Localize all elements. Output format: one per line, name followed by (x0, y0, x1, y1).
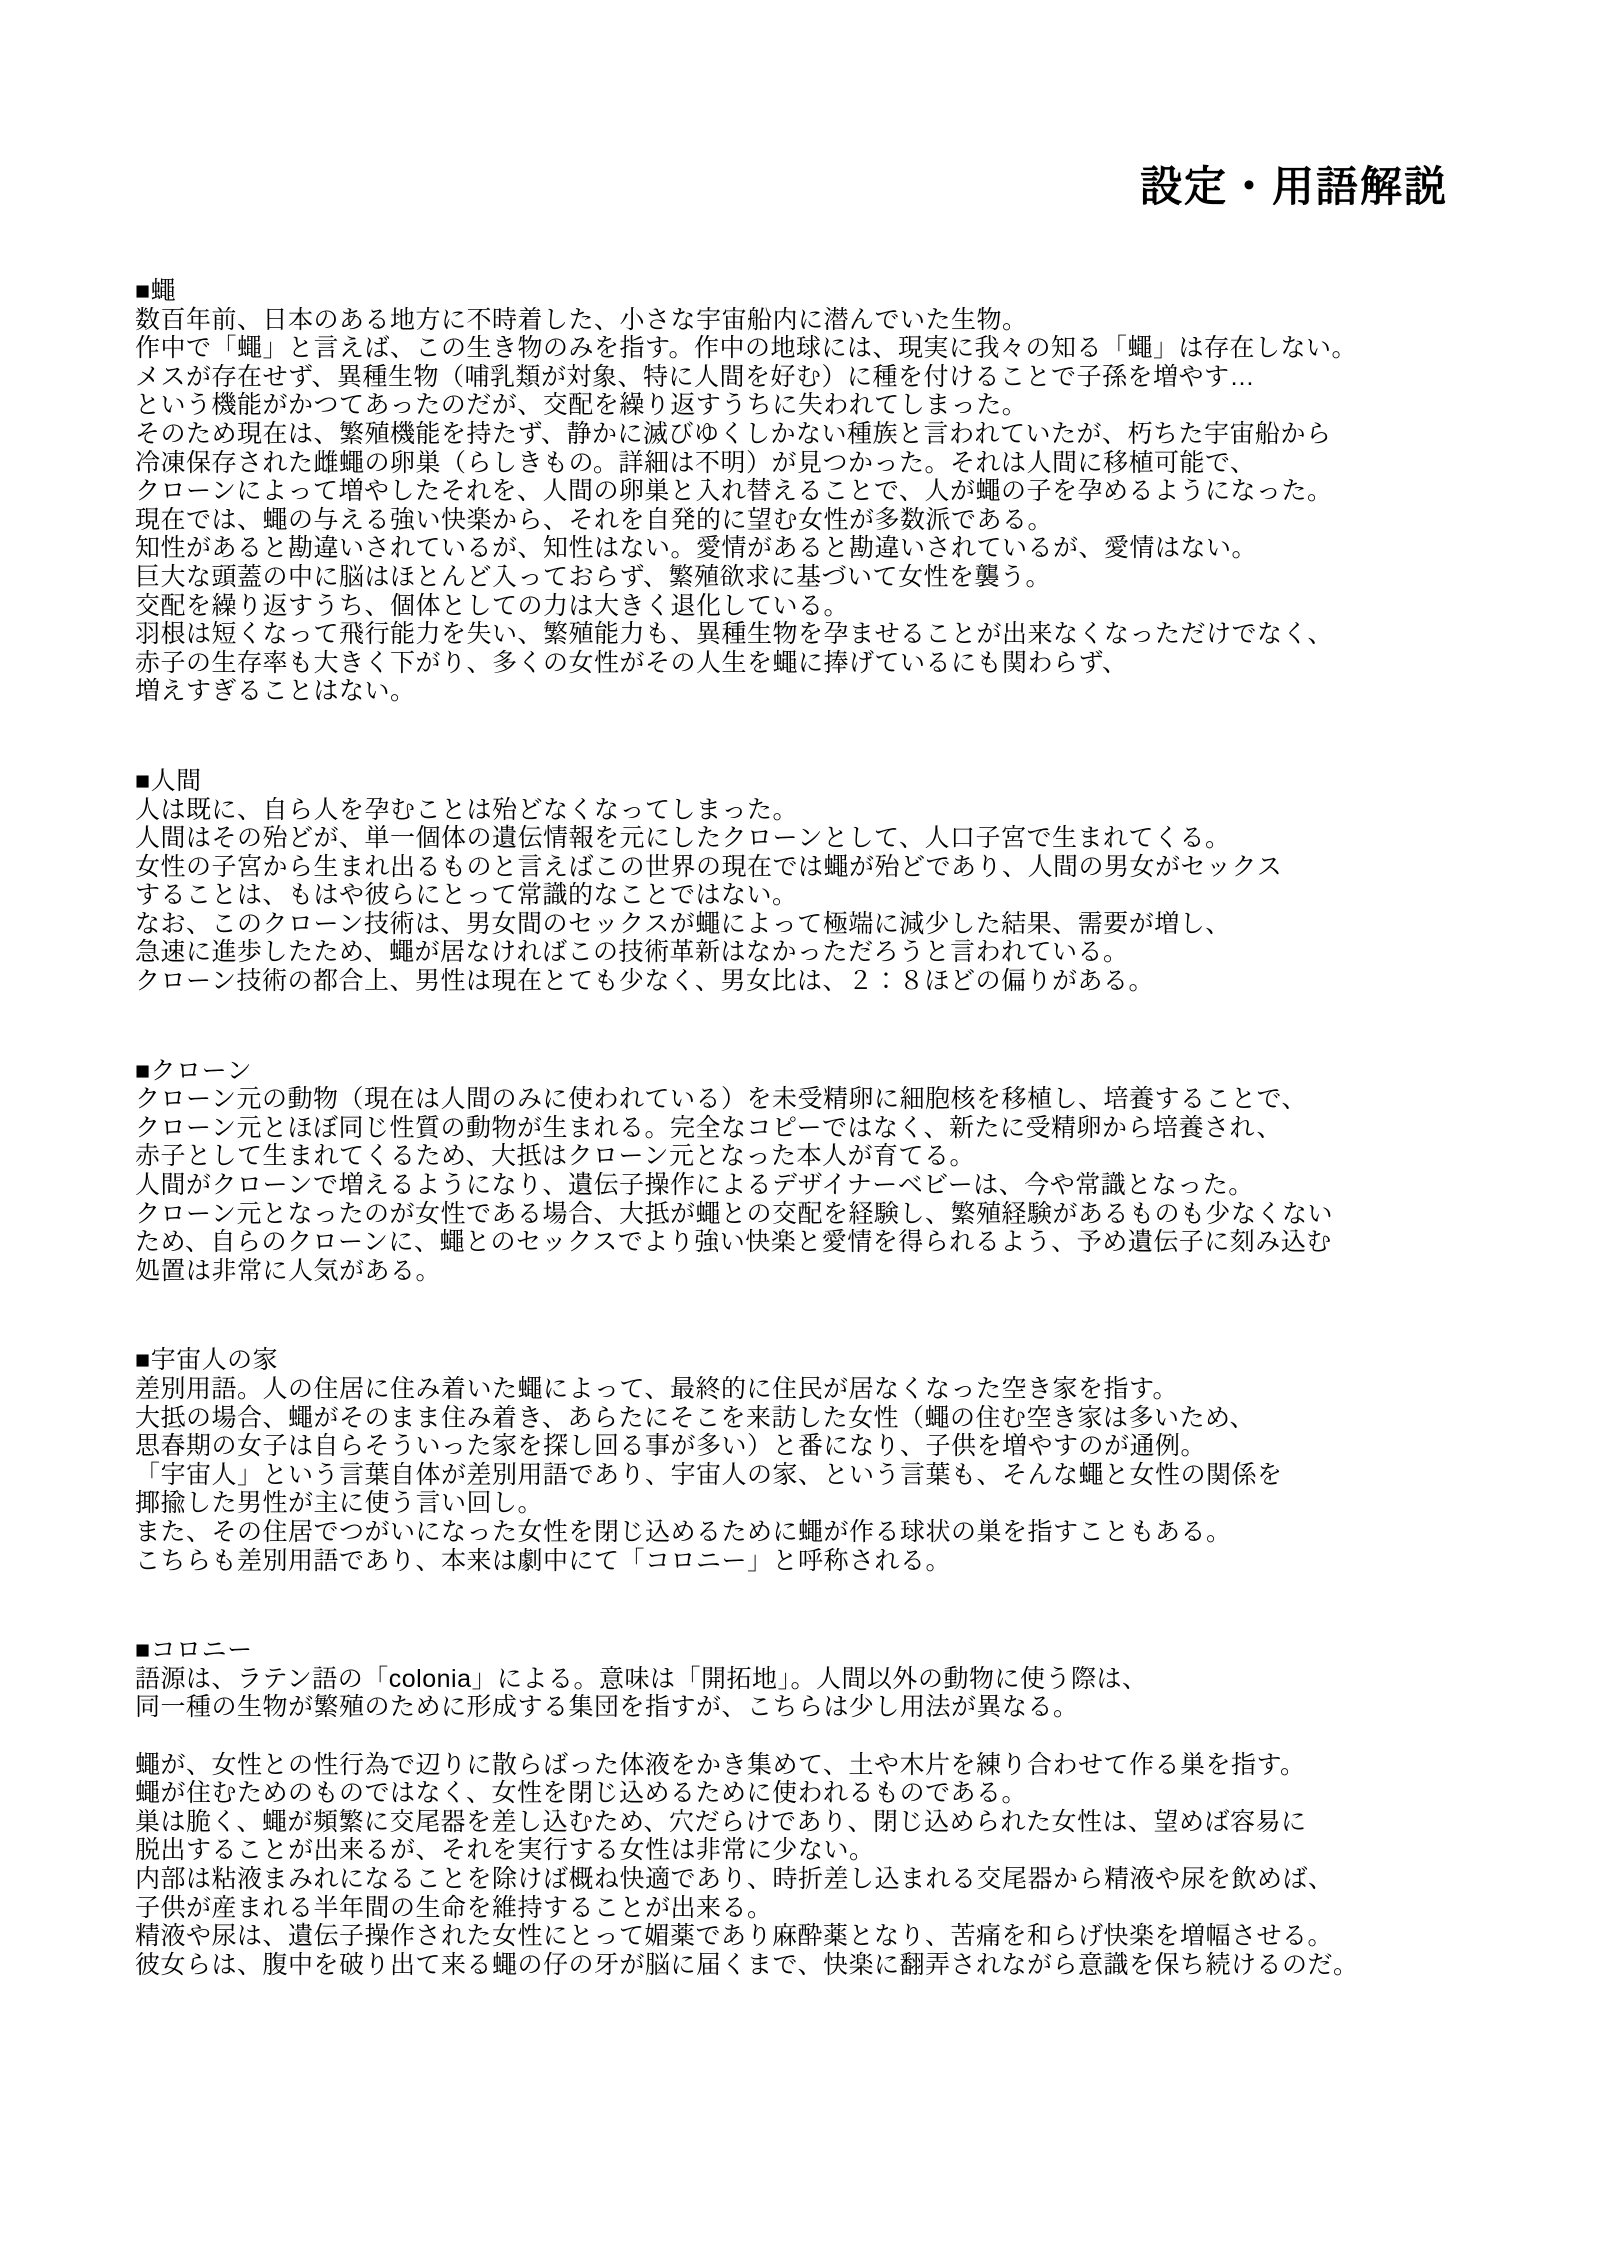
section-heading: ■コロニー (135, 1636, 253, 1665)
section-heading: ■宇宙人の家 (135, 1346, 279, 1375)
text-line: 「宇宙人」という言葉自体が差別用語であり、宇宙人の家、という言葉も、そんな蠅と女性の関係を (135, 1460, 1283, 1489)
text-line: 子供が産まれる半年間の生命を維持することが出来る。 (135, 1893, 773, 1922)
text-line: ため、自らのクローンに、蠅とのセックスでより強い快楽と愛情を得られるよう、予め遺伝子に刻み込む (135, 1228, 1332, 1257)
text-line: 同一種の生物が繁殖のために形成する集団を指すが、こちらは少し用法が異なる。 (135, 1693, 1079, 1722)
text-line: こちらも差別用語であり、本来は劇中にて「コロニー」と呼称される。 (135, 1546, 952, 1575)
text-line: 精液や尿は、遺伝子操作された女性にとって媚薬であり麻酔薬となり、苦痛を和らげ快楽を増幅させる。 (135, 1922, 1334, 1951)
text-line: 脱出することが出来るが、それを実行する女性は非常に少ない。 (135, 1836, 875, 1865)
text-line: 冷凍保存された雌蠅の卵巣（らしきもの。詳細は不明）が見つかった。それは人間に移植可能で、 (135, 448, 1256, 477)
section-heading: ■クローン (135, 1056, 253, 1085)
text-line: という機能がかつてあったのだが、交配を繰り返すうちに失われてしまった。 (135, 391, 1028, 420)
text-line: また、その住居でつがいになった女性を閉じ込めるために蠅が作る球状の巣を指すこともある。 (135, 1517, 1232, 1546)
text-line: 人は既に、自ら人を孕むことは殆どなくなってしまった。 (135, 795, 799, 824)
text-line: なお、このクローン技術は、男女間のセックスが蠅によって極端に減少した結果、需要が増し、 (135, 909, 1231, 938)
section-heading: ■蠅 (135, 277, 177, 305)
text-line: 羽根は短くなって飛行能力を失い、繁殖能力も、異種生物を孕ませることが出来なくなっただけでなく、 (135, 620, 1334, 649)
text-line: 女性の子宮から生まれ出るものと言えばこの世界の現在では蠅が殆どであり、人間の男女がセックス (135, 852, 1283, 881)
text-line: 内部は粘液まみれになることを除けば概ね快適であり、時折差し込まれる交尾器から精液や尿を飲めば、 (135, 1864, 1334, 1893)
text-line: クローンによって増やしたそれを、人間の卵巣と入れ替えることで、人が蠅の子を孕めるようになった。 (135, 477, 1333, 506)
text-line: 人間がクローンで増えるようになり、遺伝子操作によるデザイナーベビーは、今や常識となった。 (135, 1171, 1254, 1200)
text-line: 数百年前、日本のある地方に不時着した、小さな宇宙船内に潜んでいた生物。 (135, 305, 1028, 334)
text-line: クローン技術の都合上、男性は現在とても少なく、男女比は、２：８ほどの偏りがある。 (135, 967, 1155, 996)
text-line: 処置は非常に人気がある。 (135, 1256, 442, 1285)
text-line: 差別用語。人の住居に住み着いた蠅によって、最終的に住民が居なくなった空き家を指す。 (135, 1375, 1179, 1403)
page-title: 設定・用語解説 (1140, 163, 1449, 210)
text-line: クローン元となったのが女性である場合、大抵が蠅との交配を経験し、繁殖経験があるものも少なくない (135, 1199, 1334, 1228)
text-line: 交配を繰り返すうち、個体としての力は大きく退化している。 (135, 591, 850, 620)
text-line: 大抵の場合、蠅がそのまま住み着き、あらたにそこを来訪した女性（蠅の住む空き家は多いため、 (135, 1403, 1256, 1432)
text-line: 増えすぎることはない。 (135, 677, 416, 706)
text-line: 彼女らは、腹中を破り出て来る蠅の仔の牙が脳に届くまで、快楽に翻弄されながら意識を保ち続けるのだ。 (135, 1950, 1359, 1979)
text-line: 作中で「蠅」と言えば、この生き物のみを指す。作中の地球には、現実に我々の知る「蠅」は存在しない。 (135, 334, 1358, 363)
text-line: 急速に進歩したため、蠅が居なければこの技術革新はなかっただろうと言われている。 (135, 938, 1129, 967)
text-line: 巣は脆く、蠅が頻繁に交尾器を差し込むため、穴だらけであり、閉じ込められた女性は、望めば容易に (135, 1807, 1307, 1836)
section-clone (135, 1057, 1560, 1286)
text-line: 巨大な頭蓋の中に脳はほとんど入っておらず、繁殖欲求に基づいて女性を襲う。 (135, 562, 1052, 591)
section-alien-house (135, 1346, 1560, 1575)
text-line: 蠅が、女性との性行為で辺りに散らばった体液をかき集めて、土や木片を練り合わせて作る巣を指す。 (135, 1750, 1306, 1779)
text-line: 赤子として生まれてくるため、大抵はクローン元となった本人が育てる。 (135, 1142, 976, 1171)
text-line: 揶揄した男性が主に使う言い回し。 (135, 1489, 544, 1518)
text-line: メスが存在せず、異種生物（哺乳類が対象、特に人間を好む）に種を付けることで子孫を増やす… (135, 362, 1256, 391)
section-heading: ■人間 (135, 766, 202, 795)
text-line: 現在では、蠅の与える強い快楽から、それを自発的に望む女性が多数派である。 (135, 505, 1054, 534)
text-line: することは、もはや彼らにとって常識的なことではない。 (135, 881, 798, 910)
section-colony (135, 1636, 1560, 1979)
section-fly (135, 277, 1560, 706)
text-line (135, 1722, 1560, 1751)
text-line: クローン元とほぼ同じ性質の動物が生まれる。完全なコピーではなく、新たに受精卵から培養され、 (135, 1113, 1283, 1142)
text-line: 赤子の生存率も大きく下がり、多くの女性がその人生を蠅に捧げているにも関わらず、 (135, 648, 1128, 677)
text-line: 蠅が住むためのものではなく、女性を閉じ込めるために使われるものである。 (135, 1779, 1028, 1808)
text-line: 知性があると勘違いされているが、知性はない。愛情があると勘違いされているが、愛情はない。 (135, 534, 1258, 563)
text-line: 思春期の女子は自らそういった家を探し回る事が多い）と番になり、子供を増やすのが通例。 (135, 1432, 1207, 1461)
section-human (135, 767, 1560, 996)
text-line: そのため現在は、繁殖機能を持たず、静かに滅びゆくしかない種族と言われていたが、朽ちた宇宙船から (135, 419, 1332, 448)
text-line: 語源は、ラテン語の「colonia」による。意味は「開拓地」。人間以外の動物に使う際は、 (135, 1664, 1148, 1693)
glossary-content (135, 277, 1560, 1979)
text-line: 人間はその殆どが、単一個体の遺伝情報を元にしたクローンとして、人口子宮で生まれてくる。 (135, 824, 1231, 853)
text-line: クローン元の動物（現在は人間のみに使われている）を未受精卵に細胞核を移植し、培養することで、 (135, 1085, 1308, 1114)
